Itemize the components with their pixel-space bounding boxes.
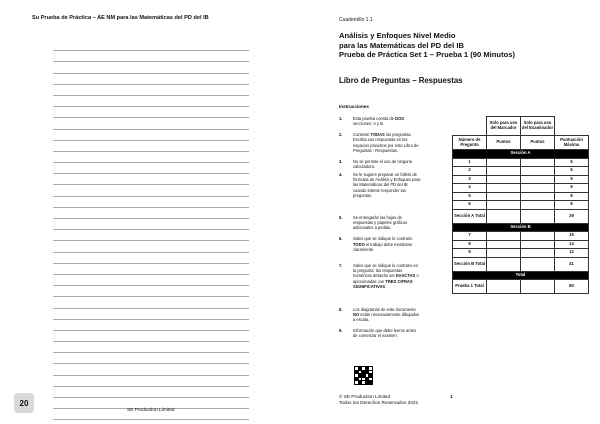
answer-line[interactable] [53,387,249,398]
answer-line[interactable] [53,376,249,387]
max-score: 14 [555,240,589,249]
title-line: para las Matemáticas del PD del IB [339,40,464,50]
total-label: Sección A Total [453,209,487,223]
column-header: Solo para uso del Marcador [487,117,521,136]
running-head: Su Prueba de Práctica – AE NM para las Matemáticas del PD del IB [32,15,209,21]
table-row [453,175,589,184]
total-label: Sección B Total [453,257,487,271]
page-title [339,31,579,60]
examiner-total-cell[interactable] [521,257,555,271]
total-row [453,209,589,223]
table-row [453,201,589,210]
instruction-number: 6. [339,236,343,242]
table-header-row [453,117,589,136]
total-max-score: 41 [555,257,589,271]
examiner-points-cell[interactable] [521,240,555,249]
column-header [555,117,589,136]
page-subtitle: Libro de Preguntas – Respuestas [339,76,463,85]
answer-line[interactable] [53,353,249,364]
examiner-points-cell[interactable] [521,232,555,241]
answer-line[interactable] [53,219,249,230]
instructions-heading: Instrucciones [339,104,369,109]
answer-line[interactable] [53,152,249,163]
answer-line[interactable] [53,331,249,342]
qr-code-icon [354,366,373,385]
answer-line[interactable] [53,185,249,196]
column-header: Puntos [521,136,555,150]
answer-line[interactable] [53,74,249,85]
booklet-label: Cuadernillo 1.1 [339,17,373,23]
table-row [453,232,589,241]
examiner-points-cell[interactable] [521,158,555,167]
examiner-total-cell[interactable] [521,209,555,223]
answer-line[interactable] [53,51,249,62]
answer-line[interactable] [53,208,249,219]
marker-total-cell[interactable] [487,209,521,223]
table-row [453,184,589,193]
page-number-badge: 20 [14,393,34,413]
copyright [339,394,418,407]
answer-line[interactable] [53,40,249,51]
answer-lines[interactable] [53,40,249,420]
max-score: 8 [555,201,589,210]
column-header [453,117,487,136]
total-max-score: 39 [555,209,589,223]
marker-total-cell[interactable] [487,280,521,294]
max-score: 12 [555,249,589,258]
answer-line[interactable] [53,85,249,96]
question-number: 4 [453,184,487,193]
instruction-item: 8. Los diagramas de este documento NO están necesariamente dibujados a escala. [339,306,420,323]
total-row [453,280,589,294]
instruction-number: 1. [339,116,343,121]
examiner-points-cell[interactable] [521,167,555,176]
marker-points-cell[interactable] [487,158,521,167]
marker-points-cell[interactable] [487,240,521,249]
section-row [453,271,589,280]
examiner-points-cell[interactable] [521,201,555,210]
table-row [453,167,589,176]
total-row [453,257,589,271]
question-number: 1 [453,158,487,167]
answer-line[interactable] [53,230,249,241]
question-number: 2 [453,167,487,176]
table-row [453,240,589,249]
table-row [453,192,589,201]
answer-line[interactable] [53,297,249,308]
max-score: 6 [555,167,589,176]
right-page [300,0,600,424]
total-max-score: 80 [555,280,589,294]
section-row [453,150,589,159]
footer-publisher: SE Production Limited [127,408,175,413]
instruction-number: 4. [339,171,343,177]
instruction-item: 6. Salvo que se indique lo contrario TODO el trabajo debe mostrarse claramente. [339,236,413,252]
answer-line[interactable] [53,118,249,129]
answer-line[interactable] [53,141,249,152]
marker-points-cell[interactable] [487,175,521,184]
answer-line[interactable] [53,163,249,174]
mark-table [452,116,589,294]
copyright-line: Todos los Derechos Reservados 2021 [339,400,419,406]
marker-total-cell[interactable] [487,257,521,271]
answer-line[interactable] [53,174,249,185]
page-number: 1 [450,394,453,399]
column-header: Puntos [487,136,521,150]
column-header: Solo para uso del Examinador [521,117,555,136]
answer-line[interactable] [53,264,249,275]
marker-points-cell[interactable] [487,201,521,210]
examiner-points-cell[interactable] [521,192,555,201]
marker-points-cell[interactable] [487,192,521,201]
examiner-total-cell[interactable] [521,280,555,294]
question-number: 6 [453,201,487,210]
instruction-item: 4. Se le sugiere preparar un folleto de fórmulas de Análisis y Enfoques para las Matemáticas del PD del IB cuando intente responder las preguntas. [339,171,421,199]
examiner-points-cell[interactable] [521,175,555,184]
instruction-number: 7. [339,262,343,268]
question-number: 7 [453,232,487,241]
marker-points-cell[interactable] [487,232,521,241]
marker-points-cell[interactable] [487,184,521,193]
instruction-item: 1. Esta prueba consta de DOS secciones: A y B. [339,116,404,127]
answer-line[interactable] [53,107,249,118]
answer-line[interactable] [53,62,249,73]
max-score: 8 [555,192,589,201]
copyright-line: © SE Production Limited [339,394,391,399]
answer-line[interactable] [53,241,249,252]
answer-line[interactable] [53,130,249,141]
instruction-number: 9. [339,328,343,334]
section-label: Sección A [453,150,589,159]
table-row [453,249,589,258]
question-number: 8 [453,240,487,249]
answer-line[interactable] [53,309,249,320]
question-number: 3 [453,175,487,184]
marker-points-cell[interactable] [487,167,521,176]
section-row [453,223,589,232]
column-header: Número de Pregunta [453,136,487,150]
max-score: 6 [555,158,589,167]
instruction-item: 2. Conteste TODAS las preguntas. Escriba sus respuestas en los espacios provistos por este Libro de Preguntas - Respuestas. [339,132,419,153]
instruction-item: 3. No se permite el uso de ninguna calculadora. [339,158,412,170]
marker-points-cell[interactable] [487,249,521,258]
examiner-points-cell[interactable] [521,249,555,258]
question-number: 5 [453,192,487,201]
answer-line[interactable] [53,96,249,107]
max-score: 5 [555,175,589,184]
instruction-number: 5. [339,214,343,220]
column-header: Puntuación Máxima [555,136,589,150]
section-label: Total [453,271,589,280]
instruction-item: 7. Salvo que se indique lo contrario en la pregunta: las respuestas numéricas deberán ser EXACTAS o aproximadas con TRES CIFRAS SIGNIFICATIVAS. [339,262,419,289]
instruction-item: 9. Información que debe leerse antes de comenzar el examen: [339,328,417,339]
answer-line[interactable] [53,286,249,297]
instruction-item: 5. Se entregarán las hojas de respuestas y papeles gráficos adicionales a pedido. [339,214,408,231]
instruction-number: 2. [339,132,343,138]
answer-line[interactable] [53,253,249,264]
title-line: Análisis y Enfoques Nivel Medio [339,31,456,40]
instructions-list [339,116,421,340]
answer-line[interactable] [53,197,249,208]
table-row [453,158,589,167]
answer-line[interactable] [53,275,249,286]
examiner-points-cell[interactable] [521,184,555,193]
answer-line[interactable] [53,320,249,331]
question-number: 9 [453,249,487,258]
section-label: Sección B [453,223,589,232]
answer-line[interactable] [53,342,249,353]
total-label: Prueba 1 Total [453,280,487,294]
max-score: 15 [555,232,589,241]
instruction-number: 3. [339,158,343,164]
table-header-row [453,136,589,150]
answer-line[interactable] [53,364,249,375]
title-line: Prueba de Práctica Set 1 – Prueba 1 (90 Minutos) [339,50,515,60]
instruction-number: 8. [339,306,343,312]
max-score: 6 [555,184,589,193]
